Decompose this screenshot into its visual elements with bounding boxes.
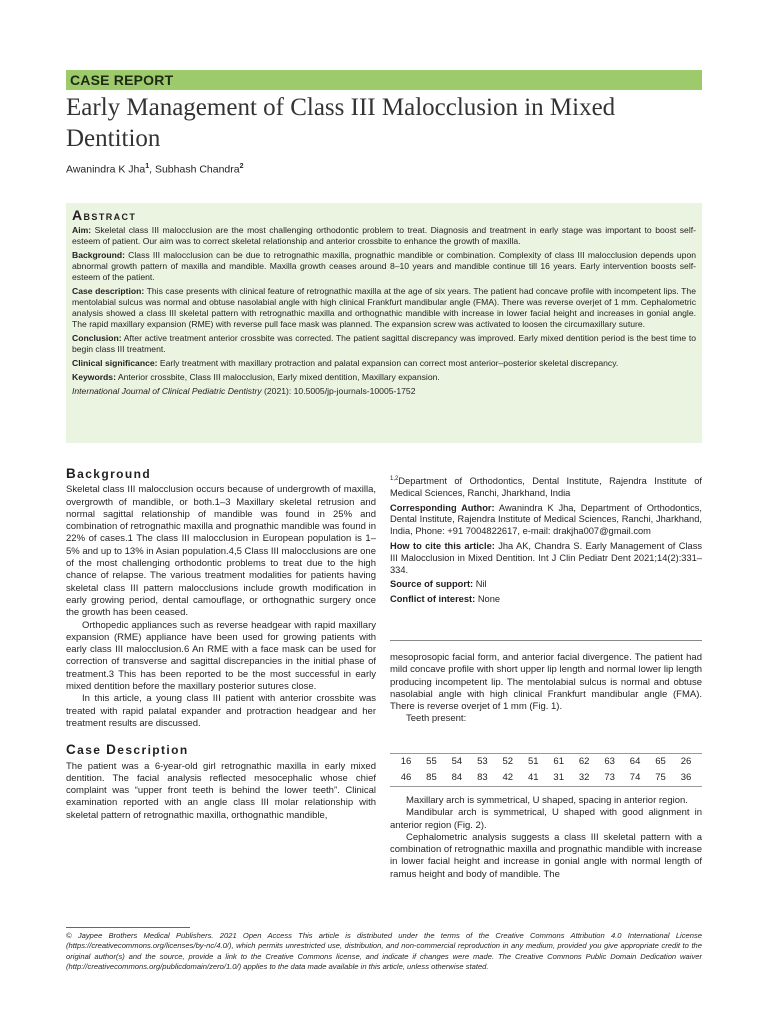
author-affiliation-mark: 1 <box>145 163 150 170</box>
case-paragraph: Cephalometric analysis suggests a class III skeletal pattern with a combination of retrognathic maxilla and prognathic mandible with increase in lower facial height and increase in gonial angle with normal length of ramus height and body of mandible. The <box>390 831 702 880</box>
background-heading: Background <box>66 466 152 481</box>
tooth-number: 26 <box>680 756 692 767</box>
abstract-clinical-significance: Clinical significance: Early treatment with maxillary protraction and palatal expansion can correct most anterior–posterior skeletal discrepancy. <box>72 358 619 368</box>
license-footer: © Jaypee Brothers Medical Publishers. 2021 Open Access This article is distributed under the terms of the Creative Commons Attribution 4.0 International License (https://creativecommons.org/licenses/by-nc/4.0/), which permits unrestricted use, distribution, and non-commercial reproduction in any medium, provided you give appropriate credit to the original author(s) and the source, provide a link to the Creative Commons license, and indicate if changes were made. The Creative Commons Public Domain Dedication waiver (http://creativecommons.org/publicdomain/zero/1.0/) applies to the data made available in this article, unless otherwise stated. <box>66 931 702 972</box>
tooth-number: 42 <box>502 772 514 783</box>
tooth-number: 41 <box>527 772 539 783</box>
affiliation-department: $^{1,2}$Department of Orthodontics, Dental Institute, Rajendra Institute of Medical Sciences, Ranchi, Jharkhand, India <box>390 476 702 498</box>
abstract-citation: International Journal of Clinical Pediatric Dentistry (2021): 10.5005/jp-journals-10005-1752 <box>72 386 416 396</box>
abstract-case-description: Case description: This case presents with clinical feature of retrognathic maxilla at the age of six years. The patient had concave profile with incompetent lips. The mentolabial sulcus was normal and obtuse nasolabial angle with high clinical Frankfurt mandibular angle (FMA). There was reverse overjet of 1 mm. Cephalometric analysis showed a class III skeletal pattern with retrognathic maxilla and orthognathic mandible with increase in lower facial height and increases in gonial angle. The rapid maxillary expansion (RME) with reverse pull face mask was planned. The expansion screw was activated to loosen the circumaxillary suture. <box>72 286 696 329</box>
case-paragraph: mesoprosopic facial form, and anterior facial divergence. The patient had mild concave profile with short upper lip length and normal lower lip length producing incompetent lip. The mentolabial sulcus is normal and obtuse nasolabial angle with high clinical Frankfurt mandibular angle (FMA). There is reverse overjet of 1 mm (Fig. 1). <box>390 652 702 713</box>
teeth-present-label: Teeth present: <box>406 713 467 725</box>
tooth-number: 62 <box>578 756 590 767</box>
tooth-number: 85 <box>426 772 437 783</box>
right-column-continued <box>390 795 702 881</box>
teeth-row-lower <box>390 770 702 786</box>
column-divider <box>390 640 702 641</box>
abstract-conclusion: Conclusion: After active treatment anterior crossbite was corrected. The patient sagittal discrepancy was improved. Early mixed dentition period is the best time to begin class III treatment. <box>72 333 696 354</box>
tooth-number: 53 <box>477 756 488 767</box>
abstract-heading: Abstract <box>72 207 137 223</box>
article-type-tag: CASE REPORT <box>66 70 702 90</box>
tooth-number: 84 <box>451 772 463 783</box>
background-paragraph: In this article, a young class III patient with anterior crossbite was treated with rapid palatal expander and protraction headgear and her treatment results are discussed. <box>66 693 376 729</box>
corresponding-author: Corresponding Author: Awanindra K Jha, Department of Orthodontics, Dental Institute, Rajendra Institute of Medical Sciences, Ranchi, Jharkhand, India, Phone: +91 7004822617, e-mail: drakjha007@gmail.com <box>390 502 702 537</box>
tooth-number: 83 <box>477 772 488 783</box>
conflict-of-interest: Conflict of interest: None <box>390 594 501 605</box>
tooth-number: 31 <box>553 772 564 783</box>
abstract-background: Background: Class III malocclusion can be due to retrognathic maxilla, prognathic mandible or combination. Complexity of class III malocclusion depends upon abnormal growth pattern of maxilla and mandible. Maxilla growth ceases around 8–10 years and mandible continue till 16 years. Early intervention boosts self-esteem of the patient. <box>72 250 696 282</box>
teeth-table <box>390 753 702 787</box>
how-to-cite: How to cite this article: Jha AK, Chandra S. Early Management of Class III Malocclusion in Mixed Dentition. Int J Clin Pediatr Dent 2021;14(2):331–334. <box>390 541 702 575</box>
background-paragraph: Skeletal class III malocclusion occurs because of undergrowth of maxilla, overgrowth of mandible, or both.1–3 Maxillary skeletal retrusion and normal sagittal relationship of mandible was found in 25% and combination of retrognathic maxilla and prognathic mandible was found in 22% of cases.1 The class III malocclusion in European population is 1–5% and up to 13% in Asian population.4,5 Class III malocclusions are one of the most challenging orthodontic problems to treat due to the high chance of relapse. The various treatment modalities for patients having skeletal class III pattern malocclusions include growth modification in early growing period, dental camouflage, or orthognathic surgery once the growth has been ceased. <box>66 484 376 619</box>
author-separator: , <box>149 163 155 176</box>
left-column <box>66 468 376 822</box>
abstract-box <box>66 203 702 443</box>
abstract-aim: Aim: Skeletal class III malocclusion are the most challenging orthodontic problem to treat. Diagnosis and treatment in early stage was important to boost self-esteem of patient. Our aim was to correct skeletal relationship and anterior crossbite to enhance the growth of maxilla. <box>72 225 696 246</box>
case-description-heading: Case Description <box>66 742 189 758</box>
tooth-number: 55 <box>426 756 437 767</box>
tooth-number: 46 <box>400 772 412 783</box>
case-paragraph: Maxillary arch is symmetrical, U shaped, spacing in anterior region. <box>406 795 688 806</box>
tooth-number: 36 <box>680 772 692 783</box>
case-paragraph: Mandibular arch is symmetrical, U shaped with good alignment in anterior region (Fig. 2). <box>390 807 702 831</box>
tooth-number: 64 <box>629 756 641 767</box>
footer-rule <box>66 927 190 928</box>
author-affiliation-mark: 2 <box>239 163 244 170</box>
article-title: Early Management of Class III Malocclusion in Mixed Dentition <box>66 94 616 152</box>
right-column <box>390 652 702 726</box>
tooth-number: 16 <box>400 756 412 767</box>
background-paragraph: Orthopedic appliances such as reverse headgear with rapid maxillary expansion (RME) appliance have been used for growing patients with early class III malocclusion.6 An RME with a face mask can be used for correction of transverse and sagittal discrepancies in the initial phase of treatment.3 This has been reported to be the most successful in early mixed dentition before the maxillary posterior sutures close. <box>66 619 376 693</box>
case-paragraph: The patient was a 6-year-old girl retrognathic maxilla in early mixed dentition. The facial analysis reflected mesocephalic whose chief complaint was “upper front teeth is behind the lower teeth”. Clinical examination reported with an angle class III molar relationship with skeletal pattern of retrognathic maxilla, orthognathic mandible, <box>66 760 376 821</box>
tooth-number: 52 <box>502 756 514 767</box>
tooth-number: 75 <box>655 772 666 783</box>
tooth-number: 32 <box>578 772 590 783</box>
tooth-number: 73 <box>604 772 615 783</box>
abstract-keywords: Keywords: Anterior crossbite, Class III malocclusion, Early mixed dentition, Maxillary expansion. <box>72 372 440 382</box>
teeth-row-upper <box>390 754 702 770</box>
tooth-number: 61 <box>553 756 564 767</box>
author-list <box>66 163 244 176</box>
tooth-number: 74 <box>629 772 641 783</box>
author-name: Awanindra K Jha <box>66 163 146 176</box>
tooth-number: 51 <box>527 756 539 767</box>
source-of-support: Source of support: Nil <box>390 579 487 590</box>
affiliation-block <box>390 474 702 609</box>
tooth-number: 65 <box>655 756 666 767</box>
author-name: Subhash Chandra <box>154 163 240 176</box>
tooth-number: 63 <box>604 756 615 767</box>
tooth-number: 54 <box>451 756 463 767</box>
